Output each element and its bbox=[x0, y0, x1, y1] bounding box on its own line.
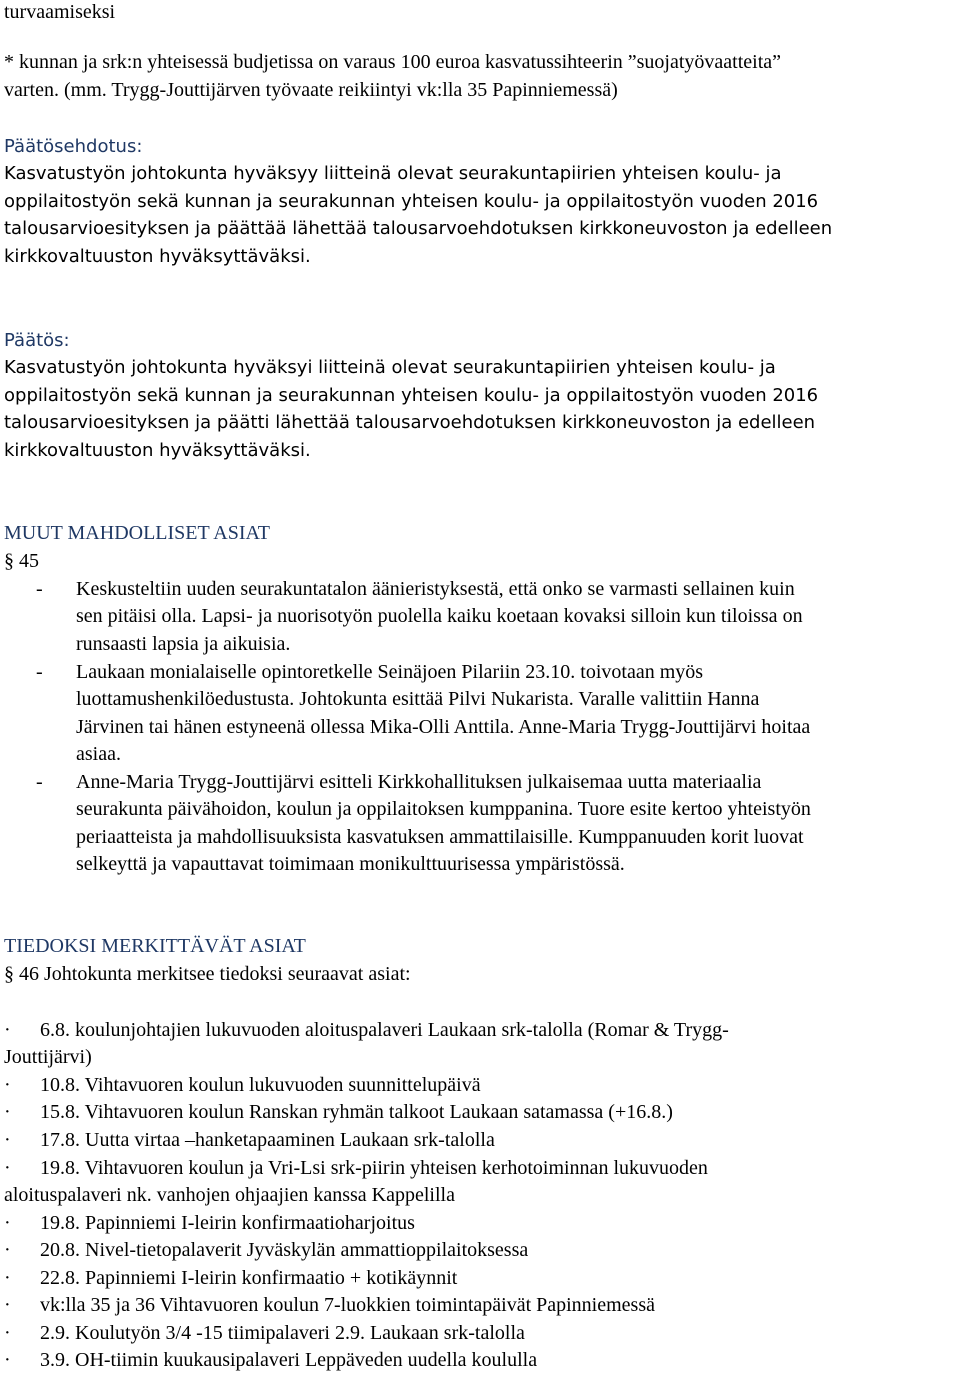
bullet-line: runsaasti lapsia ja aikuisia. bbox=[76, 632, 291, 655]
notice-item: vk:lla 35 ja 36 Vihtavuoren koulun 7-luokkien toimintapäivät Papinniemessä bbox=[40, 1294, 655, 1316]
notices-heading: TIEDOKSI MERKITTÄVÄT ASIAT bbox=[4, 935, 306, 957]
bullet-line: asiaa. bbox=[76, 743, 121, 766]
text-line: turvaamiseksi bbox=[4, 1, 116, 23]
proposal-line: kirkkovaltuuston hyväksyttäväksi. bbox=[4, 246, 311, 267]
bullet-line: Keskusteltiin uuden seurakuntatalon äänieristyksestä, että onko se varmasti sellainen kuin bbox=[76, 578, 795, 600]
notice-item: 6.8. koulunjohtajien lukuvuoden aloituspalaveri Laukaan srk-talolla (Romar & Trygg- bbox=[40, 1019, 729, 1041]
bullet-dot: · bbox=[4, 1349, 11, 1371]
bullet-line: sen pitäisi olla. Lapsi- ja nuorisotyön puolella kaiku koetaan kovaksi silloin kun tiloissa on bbox=[76, 605, 803, 628]
bullet-line: luottamushenkilöedustusta. Johtokunta esittää Pilvi Nukarista. Varalle valittiin Hanna bbox=[76, 688, 760, 711]
proposal-line: talousarvioesityksen ja päättää lähettää talousarvoehdotuksen kirkkoneuvoston ja edelleen bbox=[4, 218, 833, 239]
notice-item: 19.8. Vihtavuoren koulun ja Vri-Lsi srk-piirin yhteisen kerhotoiminnan lukuvuoden bbox=[40, 1157, 708, 1179]
bullet-dot: · bbox=[4, 1101, 11, 1123]
notice-item: 17.8. Uutta virtaa –hanketapaaminen Laukaan srk-talolla bbox=[40, 1129, 495, 1151]
proposal-line: Kasvatustyön johtokunta hyväksyy liitteinä olevat seurakuntapiirien yhteisen koulu- ja bbox=[4, 163, 782, 184]
notice-item: 22.8. Papinniemi I-leirin konfirmaatio + kotikäynnit bbox=[40, 1267, 458, 1289]
notice-item: 10.8. Vihtavuoren koulun lukuvuoden suunnittelupäivä bbox=[40, 1074, 481, 1096]
bullet-dot: · bbox=[4, 1074, 11, 1096]
bullet-line: Anne-Maria Trygg-Jouttijärvi esitteli Kirkkohallituksen julkaisemaa uutta materiaalia bbox=[76, 771, 762, 793]
bullet-item bbox=[76, 576, 956, 658]
bullet-dash: - bbox=[36, 661, 43, 683]
bullet-dot: · bbox=[4, 1129, 11, 1151]
decision-line: oppilaitostyön sekä kunnan ja seurakunnan yhteisen koulu- ja oppilaitostyön vuoden 2016 bbox=[4, 385, 819, 406]
proposal-line: oppilaitostyön sekä kunnan ja seurakunnan yhteisen koulu- ja oppilaitostyön vuoden 2016 bbox=[4, 191, 819, 212]
notice-item: 3.9. OH-tiimin kuukausipalaveri Leppäveden uudella koululla bbox=[40, 1349, 538, 1371]
text-line: * kunnan ja srk:n yhteisessä budjetissa on varaus 100 euroa kasvatussihteerin ”suojatyövaatteita” bbox=[4, 51, 782, 73]
bullet-line: seurakunta päivähoidon, koulun ja oppilaitoksen kumppanina. Tuore esite kertoo yhteistyön bbox=[76, 798, 811, 821]
bullet-dash: - bbox=[36, 578, 43, 600]
bullet-dot: · bbox=[4, 1239, 11, 1261]
other-matters-heading: MUUT MAHDOLLISET ASIAT bbox=[4, 522, 270, 544]
bullet-line: periaatteista ja mahdollisuuksista kasvatuksen ammattilaisille. Kumppanuuden korit luovat bbox=[76, 825, 804, 848]
notice-item-continuation: aloituspalaveri nk. vanhojen ohjaajien kanssa Kappelilla bbox=[4, 1184, 455, 1206]
bullet-dot: · bbox=[4, 1019, 11, 1041]
bullet-line: Laukaan monialaiselle opintoretkelle Seinäjoen Pilariin 23.10. toivotaan myös bbox=[76, 661, 704, 683]
bullet-dash: - bbox=[36, 771, 43, 793]
bullet-item bbox=[76, 769, 956, 879]
bullet-dot: · bbox=[4, 1322, 11, 1344]
decision-line: talousarvioesityksen ja päätti lähettää talousarvoehdotuksen kirkkoneuvoston ja edelleen bbox=[4, 412, 816, 433]
decision-line: Kasvatustyön johtokunta hyväksyi liitteinä olevat seurakuntapiirien yhteisen koulu- ja bbox=[4, 357, 776, 378]
notice-item: 19.8. Papinniemi I-leirin konfirmaatioharjoitus bbox=[40, 1212, 415, 1234]
notice-item: 15.8. Vihtavuoren koulun Ranskan ryhmän talkoot Laukaan satamassa (+16.8.) bbox=[40, 1101, 673, 1123]
bullet-line: selkeyttä ja vapauttavat toimimaan monikulttuurisessa ympäristössä. bbox=[76, 853, 625, 876]
proposal-heading: Päätösehdotus: bbox=[4, 136, 143, 157]
section-46: § 46 Johtokunta merkitsee tiedoksi seuraavat asiat: bbox=[4, 963, 411, 985]
decision-line: kirkkovaltuuston hyväksyttäväksi. bbox=[4, 440, 311, 461]
bullet-dot: · bbox=[4, 1267, 11, 1289]
notice-item: 2.9. Koulutyön 3/4 -15 tiimipalaveri 2.9. Laukaan srk-talolla bbox=[40, 1322, 525, 1344]
bullet-dot: · bbox=[4, 1157, 11, 1179]
bullet-dot: · bbox=[4, 1212, 11, 1234]
bullet-line: Järvinen tai hänen estyneenä ollessa Mika-Olli Anttila. Anne-Maria Trygg-Jouttijärvi hoitaa bbox=[76, 715, 811, 738]
section-45: § 45 bbox=[4, 550, 39, 572]
notice-item: 20.8. Nivel-tietopalaverit Jyväskylän ammattioppilaitoksessa bbox=[40, 1239, 529, 1261]
decision-heading: Päätös: bbox=[4, 330, 70, 351]
notice-item-continuation: Jouttijärvi) bbox=[4, 1046, 92, 1068]
bullet-item bbox=[76, 659, 956, 769]
text-line: varten. (mm. Trygg-Jouttijärven työvaate reikiintyi vk:lla 35 Papinniemessä) bbox=[4, 79, 618, 101]
bullet-dot: · bbox=[4, 1294, 11, 1316]
